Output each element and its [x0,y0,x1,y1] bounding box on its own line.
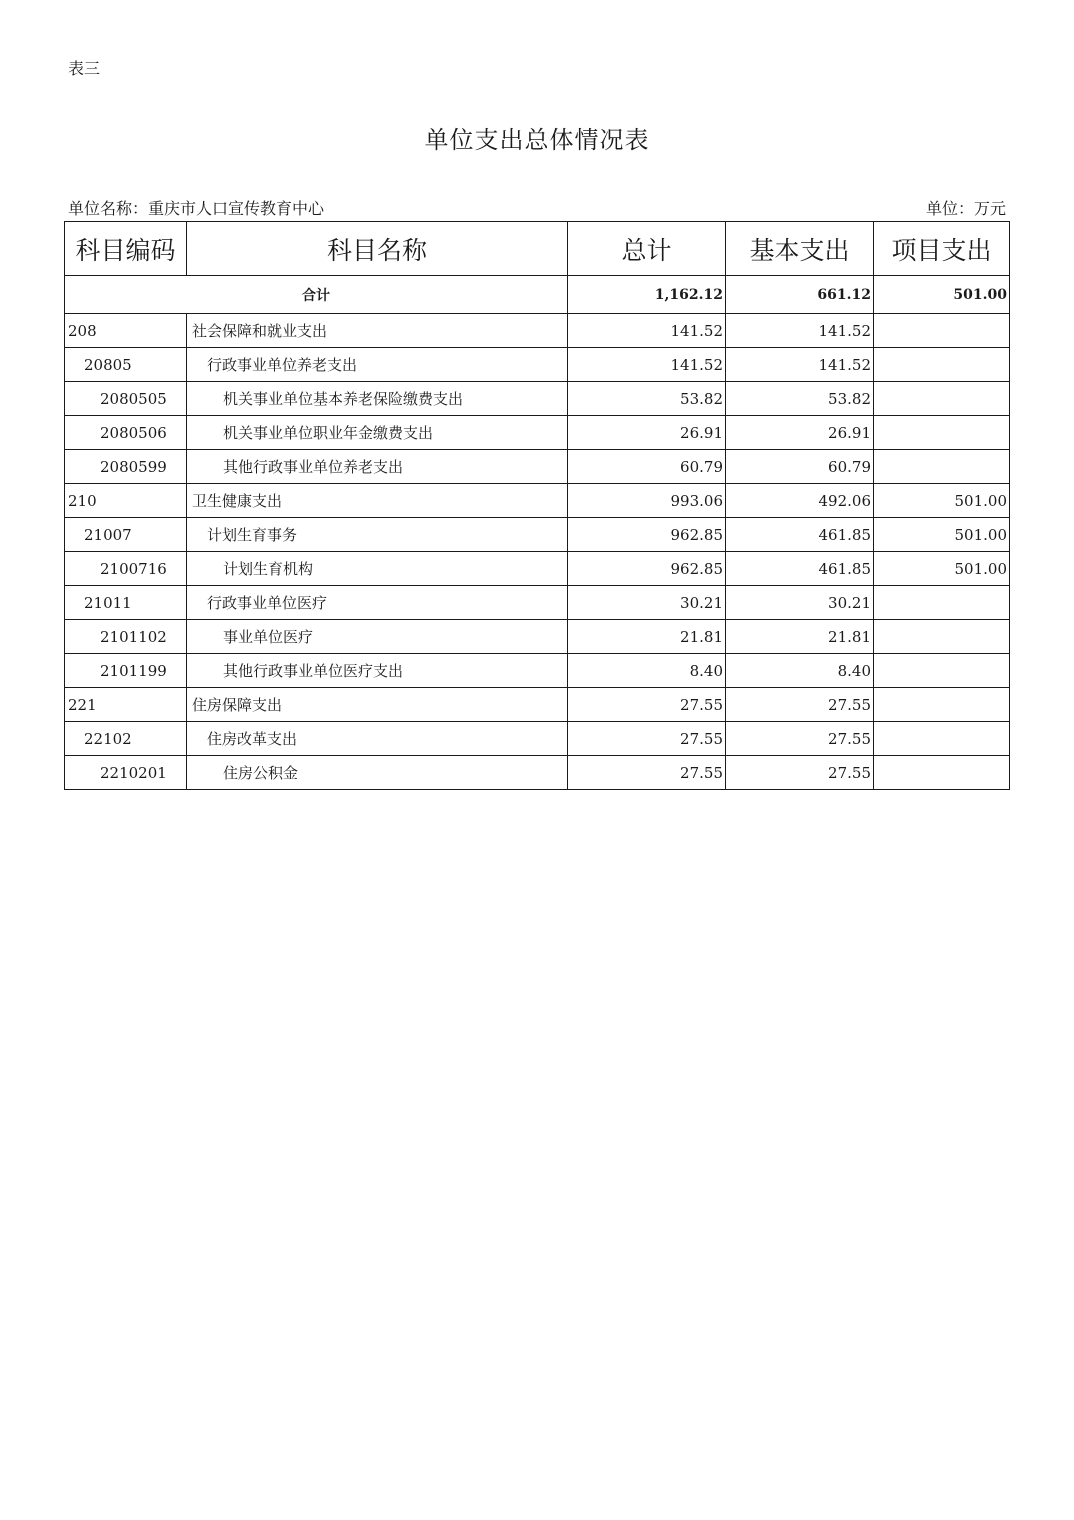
row-total: 26.91 [568,416,726,450]
row-project [874,620,1010,654]
row-name: 其他行政事业单位养老支出 [187,450,568,484]
expense-table [64,221,1010,790]
row-code: 2101102 [65,620,187,654]
row-project [874,722,1010,756]
row-total: 27.55 [568,688,726,722]
row-total: 27.55 [568,756,726,790]
table-row [65,620,1010,654]
row-name: 住房公积金 [187,756,568,790]
row-code: 2210201 [65,756,187,790]
row-basic: 60.79 [726,450,874,484]
row-project [874,654,1010,688]
table-row [65,484,1010,518]
row-name: 计划生育事务 [187,518,568,552]
total-row [65,276,1010,314]
row-name: 住房改革支出 [187,722,568,756]
header-basic: 基本支出 [726,222,874,276]
row-basic: 27.55 [726,688,874,722]
table-number-label: 表三 [68,59,101,78]
row-total: 60.79 [568,450,726,484]
table-row [65,314,1010,348]
row-name: 事业单位医疗 [187,620,568,654]
row-basic: 141.52 [726,314,874,348]
row-basic: 27.55 [726,722,874,756]
row-total: 30.21 [568,586,726,620]
row-basic: 461.85 [726,552,874,586]
table-row [65,382,1010,416]
row-project [874,348,1010,382]
row-total: 141.52 [568,348,726,382]
row-code: 21011 [65,586,187,620]
row-project [874,688,1010,722]
row-code: 221 [65,688,187,722]
table-row [65,756,1010,790]
row-project [874,382,1010,416]
row-project: 501.00 [874,518,1010,552]
row-basic: 21.81 [726,620,874,654]
row-basic: 8.40 [726,654,874,688]
table-row [65,586,1010,620]
row-project [874,314,1010,348]
row-name: 其他行政事业单位医疗支出 [187,654,568,688]
row-code: 2101199 [65,654,187,688]
table-row [65,688,1010,722]
row-basic: 141.52 [726,348,874,382]
table-row [65,416,1010,450]
row-name: 机关事业单位职业年金缴费支出 [187,416,568,450]
table-row [65,450,1010,484]
row-basic: 27.55 [726,756,874,790]
header-project: 项目支出 [874,222,1010,276]
row-code: 2100716 [65,552,187,586]
row-total: 962.85 [568,552,726,586]
row-total: 993.06 [568,484,726,518]
row-code: 21007 [65,518,187,552]
unit-name: 单位名称：重庆市人口宣传教育中心 [68,199,325,218]
row-name: 行政事业单位养老支出 [187,348,568,382]
row-project [874,416,1010,450]
row-project [874,450,1010,484]
row-code: 20805 [65,348,187,382]
header-total: 总计 [568,222,726,276]
row-total: 962.85 [568,518,726,552]
row-basic: 492.06 [726,484,874,518]
table-row [65,722,1010,756]
currency-unit: 单位：万元 [925,199,1006,218]
row-code: 2080505 [65,382,187,416]
table-row [65,552,1010,586]
row-project [874,756,1010,790]
table-row [65,518,1010,552]
row-total: 27.55 [568,722,726,756]
row-project [874,586,1010,620]
row-code: 210 [65,484,187,518]
total-project: 501.00 [874,276,1010,314]
row-name: 机关事业单位基本养老保险缴费支出 [187,382,568,416]
table-row [65,654,1010,688]
row-project: 501.00 [874,484,1010,518]
row-code: 208 [65,314,187,348]
row-basic: 53.82 [726,382,874,416]
row-code: 22102 [65,722,187,756]
row-total: 53.82 [568,382,726,416]
table-row [65,348,1010,382]
row-name: 社会保障和就业支出 [187,314,568,348]
row-total: 141.52 [568,314,726,348]
meta-row [68,196,1006,219]
row-name: 卫生健康支出 [187,484,568,518]
row-basic: 30.21 [726,586,874,620]
total-label: 合计 [65,276,568,314]
row-total: 8.40 [568,654,726,688]
row-code: 2080506 [65,416,187,450]
row-name: 住房保障支出 [187,688,568,722]
page-title: 单位支出总体情况表 [424,126,650,154]
row-basic: 26.91 [726,416,874,450]
row-project: 501.00 [874,552,1010,586]
header-code: 科目编码 [65,222,187,276]
total-total: 1,162.12 [568,276,726,314]
row-basic: 461.85 [726,518,874,552]
header-name: 科目名称 [187,222,568,276]
row-name: 计划生育机构 [187,552,568,586]
row-code: 2080599 [65,450,187,484]
total-basic: 661.12 [726,276,874,314]
row-total: 21.81 [568,620,726,654]
header-row [65,222,1010,276]
row-name: 行政事业单位医疗 [187,586,568,620]
